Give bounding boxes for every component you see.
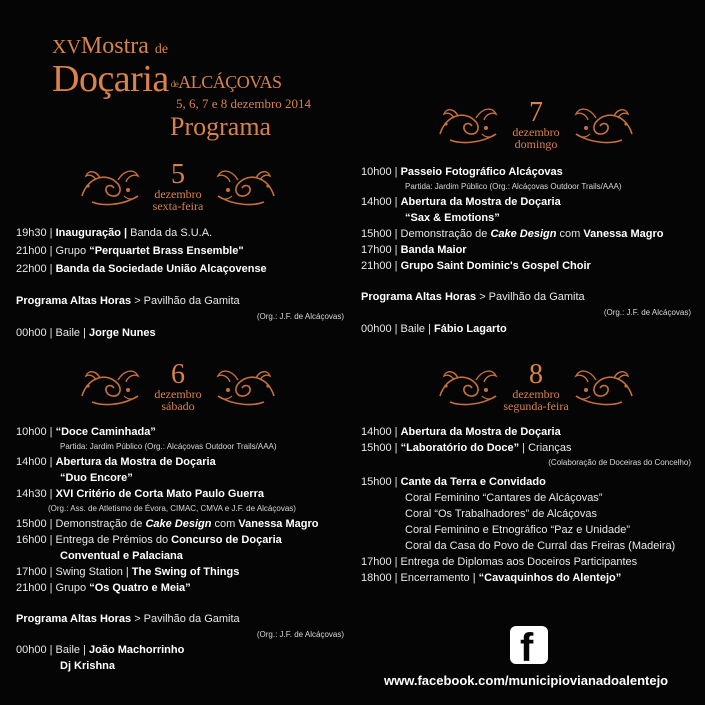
day7-row-1000: 10h00 | Passeio Fotográfico Alcáçovas: [361, 166, 563, 178]
day6-row-1600: 16h00 | Entrega de Prémios do Concurso de Doçaria: [16, 534, 282, 546]
day6-row-1400: 14h00 | Abertura da Mostra de Doçaria: [16, 456, 216, 468]
day8-month: dezembro: [512, 387, 560, 401]
facebook-icon[interactable]: f: [510, 626, 548, 664]
day6-row-1600-sub: Conventual e Palaciana: [60, 550, 183, 562]
day8-number: 8: [529, 359, 543, 390]
day8-row-1400: 14h00 | Abertura da Mostra de Doçaria: [361, 426, 561, 438]
day6-row-1700: 17h00 | Swing Station | The Swing of Things: [16, 566, 240, 578]
day5-row-2100: 21h00 | Grupo “Perquartet Brass Ensemble": [16, 245, 244, 257]
day6-row-1400-sub: “Duo Encore”: [60, 472, 133, 484]
day5-late-program: Programa Altas Horas > Pavilhão da Gamita: [16, 295, 240, 307]
title-de-small: de: [170, 79, 179, 89]
day5-weekday: sexta-feira: [152, 199, 204, 213]
day5-header: [78, 159, 278, 226]
day8-schedule: [361, 424, 691, 586]
day6-row-1430: 14h30 | XVI Critério de Corta Mato Paulo Guerra: [16, 488, 264, 500]
day5-row-2200: 22h00 | Banda da Sociedade União Alcaçovense: [16, 263, 267, 275]
day6-late-program: Programa Altas Horas > Pavilhão da Gamita: [16, 613, 240, 625]
day6-weekday: sábado: [161, 399, 195, 413]
day8-weekday: segunda-feira: [503, 399, 569, 413]
title-xv: XV: [52, 36, 81, 58]
title-mostra: Mostra: [80, 33, 149, 59]
day8-header: [436, 359, 636, 426]
day5-row-1930: 19h30 | Inauguração | Banda da S.U.A.: [16, 227, 213, 239]
day7-org: (Org.: J.F. de Alcáçovas): [603, 308, 691, 317]
day6-schedule: [16, 424, 344, 674]
day6-row-1430-sub: (Org.: Ass. de Atletismo de Évora, CIMAC, CMVA e J.F. de Alcáçovas): [48, 504, 296, 513]
day7-row-1500: 15h00 | Demonstração de Cake Design com Vanessa Magro: [361, 228, 664, 240]
day8-row-1500a: 15h00 | “Laboratório do Doce” | Crianças: [361, 442, 572, 454]
day6-month: dezembro: [154, 387, 202, 401]
day7-header: [436, 97, 636, 164]
day8-choir-4: Coral da Casa do Povo de Curral das Freiras (Madeira): [405, 540, 676, 552]
day5-row-0000: 00h00 | Baile | Jorge Nunes: [16, 327, 156, 339]
day8-row-1500b: 15h00 | Cante da Terra e Convidado: [361, 476, 546, 488]
day6-header: [78, 359, 278, 426]
title-programa: Programa: [170, 112, 272, 141]
day6-row-2100: 21h00 | Grupo “Os Quatro e Meia”: [16, 582, 191, 594]
day5-schedule: [16, 224, 344, 342]
title-docaria: Doçaria: [52, 58, 169, 100]
day6-row-1500: 15h00 | Demonstração de Cake Design com Vanessa Magro: [16, 518, 319, 530]
day7-weekday: domingo: [514, 137, 558, 151]
day7-row-1000-sub: Partida: Jardim Público (Org.: Alcáçovas Outdoor Trails/AAA): [405, 182, 622, 191]
day8-row-1500a-sub: (Colaboração de Doceiras do Concelho): [548, 458, 691, 467]
day6-row-1000-sub: Partida: Jardim Público (Org.: Alcáçovas Outdoor Trails/AAA): [60, 442, 277, 451]
day8-row-1800: 18h00 | Encerramento | “Cavaquinhos do Alentejo”: [361, 572, 622, 584]
page-title: [52, 34, 312, 141]
day6-row-0000-sub: Dj Krishna: [60, 660, 116, 672]
title-dates: 5, 6, 7 e 8 dezembro 2014: [176, 96, 312, 111]
day6-number: 6: [171, 359, 185, 390]
day7-row-1400-sub: “Sax & Emotions”: [405, 212, 500, 224]
day7-row-2100: 21h00 | Grupo Saint Dominic's Gospel Choir: [361, 260, 591, 272]
title-alcacovas: ALCÁÇOVAS: [178, 72, 282, 92]
day7-month: dezembro: [512, 125, 560, 139]
day5-month: dezembro: [154, 187, 202, 201]
day7-row-1700: 17h00 | Banda Maior: [361, 244, 467, 256]
title-de: de: [154, 42, 169, 57]
day6-row-1000: 10h00 | “Doce Caminhada”: [16, 426, 156, 438]
day7-late-program: Programa Altas Horas > Pavilhão da Gamita: [361, 291, 585, 303]
day5-number: 5: [171, 159, 185, 190]
facebook-url-link[interactable]: www.facebook.com/municipiovianadoalentejo: [384, 673, 669, 688]
day8-row-1700: 17h00 | Entrega de Diplomas aos Doceiros Participantes: [361, 556, 638, 568]
day5-org: (Org.: J.F. de Alcáçovas): [256, 312, 344, 321]
day8-choir-3: Coral Feminino e Etnográfico “Paz e Unidade”: [405, 524, 631, 536]
day7-row-0000: 00h00 | Baile | Fábio Lagarto: [361, 323, 507, 335]
day7-row-1400: 14h00 | Abertura da Mostra de Doçaria: [361, 196, 561, 208]
day7-schedule: [361, 164, 691, 338]
day7-number: 7: [529, 97, 543, 128]
day6-org: (Org.: J.F. de Alcáçovas): [256, 630, 344, 639]
day6-row-0000: 00h00 | Baile | João Machorrinho: [16, 644, 185, 656]
day8-choir-2: Coral “Os Trabalhadores” de Alcáçovas: [405, 508, 597, 520]
day8-choir-1: Coral Feminino “Cantares de Alcáçovas”: [405, 492, 603, 504]
